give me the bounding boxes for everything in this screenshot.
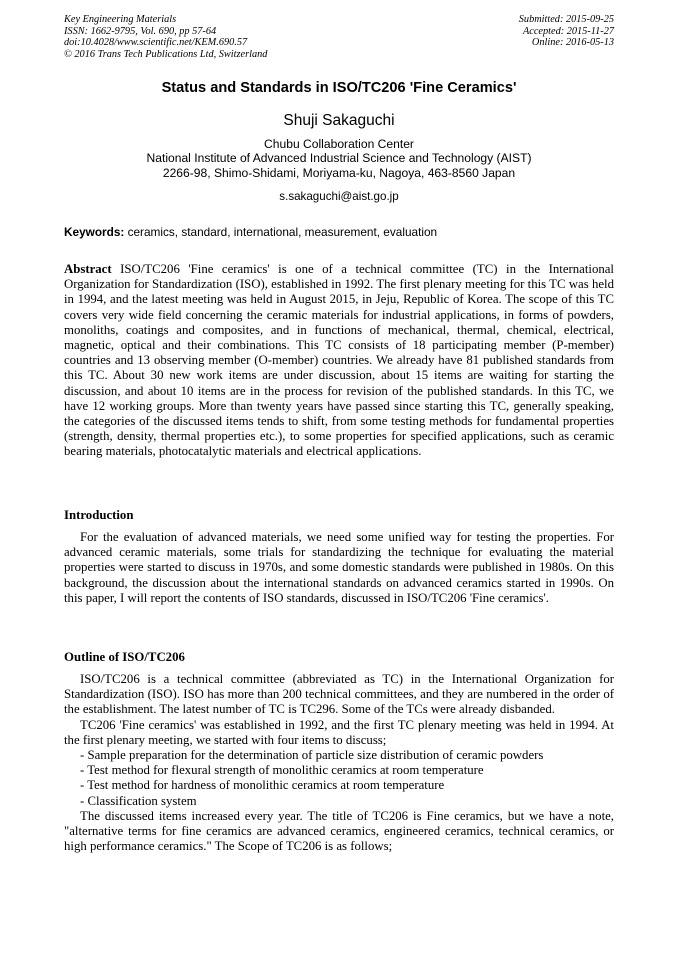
author-name: Shuji Sakaguchi [283,112,395,129]
online-date: Online: 2016-05-13 [531,37,614,49]
journal-header [64,14,267,60]
dates-header [519,14,614,49]
affiliation-line-2: National Institute of Advanced Industrial Science and Technology (AIST) [146,151,532,166]
outline-paragraph-1: ISO/TC206 is a technical committee (abbreviated as TC) in the International Organization for Standardization (ISO). ISO has more than 200 technical committees, and they are numbered in the order of the establishment. The latest number of TC is TC296. Some of the TCs were already disbanded. [64,672,614,717]
keywords [64,225,614,239]
outline-heading: Outline of ISO/TC206 [64,650,185,664]
affiliation-line-3: 2266-98, Shimo-Shidami, Moriyama-ku, Nagoya, 463-8560 Japan [162,165,516,180]
abstract-text: ISO/TC206 'Fine ceramics' is one of a technical committee (TC) in the International Organization for Standardization (ISO), established in 1992. The first plenary meeting for this TC was held in 1994, and the latest meeting was held in August 2015, in Jeju, Republic of Korea. The scope of this TC covers very wide field concerning the ceramic materials for industrial applications, in forms of powders, monoliths, coatings and composites, and in functions of mechanical, thermal, chemical, electrical, magnetic, optical and their combinations. This TC consists of 18 participating member (P-member) countries and 13 observing member (O-member) countries. We already have 81 published standards from this TC. About 30 new work items are under discussion, about 15 items are waiting for starting the discussion, and about 10 items are in the process for revision of the published standards. In this TC, we have 12 working groups. More than twenty years have passed since starting this TC, generally speaking, the categories of the discussed items tends to shift, from some testing methods for fundamental properties (strength, density, thermal properties etc.), to some properties for specified applications, such as ceramic bearing materials, photocatalytic materials and electrical applications. [64,262,614,459]
journal-issn: ISSN: 1662-9795, Vol. 690, pp 57-64 [64,25,217,37]
keywords-text: ceramics, standard, international, measurement, evaluation [124,225,438,239]
initial-items-list [64,748,614,809]
keywords-label: Keywords: [64,225,125,239]
outline-paragraph-2: TC206 'Fine ceramics' was established in 1992, and the first TC plenary meeting was held in 1994. At the first plenary meeting, we started with four items to discuss; [64,717,614,747]
paper-title: Status and Standards in ISO/TC206 'Fine Ceramics' [161,80,517,96]
outline-section [64,672,614,854]
list-item: - Test method for flexural strength of monolithic ceramics at room temperature [80,763,484,778]
journal-copyright: © 2016 Trans Tech Publications Ltd, Switzerland [64,48,268,60]
list-item: - Sample preparation for the determination of particle size distribution of ceramic powders [80,748,544,763]
accepted-date: Accepted: 2015-11-27 [522,25,614,37]
journal-doi: doi:10.4028/www.scientific.net/KEM.690.57 [64,37,248,49]
list-item: - Classification system [80,793,197,808]
introduction-heading: Introduction [64,508,134,522]
affiliation [64,137,614,180]
author-email: s.sakaguchi@aist.go.jp [279,190,399,203]
abstract [64,262,614,460]
list-item: - Test method for hardness of monolithic ceramics at room temperature [80,778,445,793]
introduction-paragraph: For the evaluation of advanced materials, we need some unified way for testing the properties. For advanced ceramic materials, some trials for standardizing the technique for evaluating the material properties were started to discuss in 1970s, and some domestic standards were published in 1980s. On this background, the discussion about the international standards on advanced ceramics started in 1990s. On this paper, I will report the contents of ISO standards, discussed in ISO/TC206 'Fine ceramics'. [64,530,614,605]
abstract-label: Abstract [64,262,112,276]
submitted-date: Submitted: 2015-09-25 [518,14,614,25]
affiliation-line-1: Chubu Collaboration Center [264,137,414,151]
outline-paragraph-3: The discussed items increased every year. The title of TC206 is Fine ceramics, but we have a note, "alternative terms for fine ceramics are advanced ceramics, engineered ceramics, technical ceramics, or high performance ceramics." The Scope of TC206 is as follows; [64,808,614,854]
journal-name: Key Engineering Materials [64,14,177,25]
